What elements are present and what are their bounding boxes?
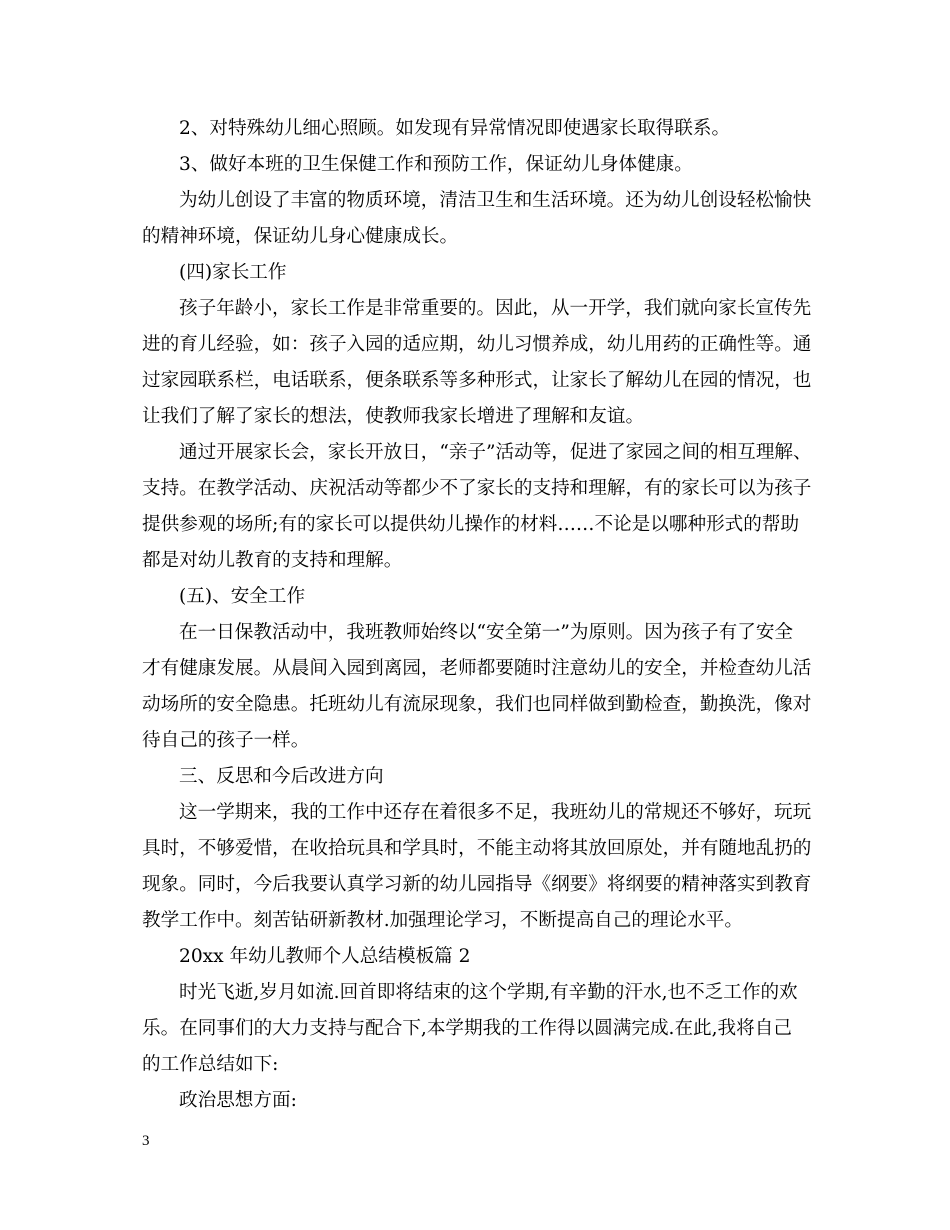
text-line: 具时，不够爱惜，在收拾玩具和学具时，不能主动将其放回原处，并有随地乱扔的	[142, 838, 812, 859]
text-line: 2、对特殊幼儿细心照顾。如发现有异常情况即使遇家长取得联系。	[179, 118, 731, 139]
text-line: 20xx 年幼儿教师个人总结模板篇 2	[179, 946, 471, 967]
text-line: 通过开展家长会，家长开放日，“亲子”活动等，促进了家园之间的相互理解、	[179, 442, 812, 463]
paragraph	[142, 291, 814, 435]
paragraph	[142, 111, 814, 147]
text-line: 现象。同时，今后我要认真学习新的幼儿园指导《纲要》将纲要的精神落实到教育	[142, 874, 812, 895]
text-line: 教学工作中。刻苦钻研新教材.加强理论学习，不断提高自己的理论水平。	[142, 910, 743, 931]
paragraph	[142, 975, 814, 1083]
paragraph	[142, 795, 814, 939]
text-line: 提供参观的场所;有的家长可以提供幼儿操作的材料……不论是以哪种形式的帮助	[142, 514, 800, 535]
text-line: 才有健康发展。从晨间入园到离园，老师都要随时注意幼儿的安全，并检查幼儿活	[142, 658, 812, 679]
paragraph	[142, 435, 814, 579]
paragraph	[142, 759, 814, 795]
text-line: 政治思想方面:	[179, 1090, 297, 1111]
document-body	[142, 111, 814, 1119]
text-line: 在一日保教活动中，我班教师始终以“安全第一”为原则。因为孩子有了安全	[179, 622, 794, 643]
text-line: 三、反思和今后改进方向	[179, 766, 384, 787]
text-line: 乐。在同事们的大力支持与配合下,本学期我的工作得以圆满完成.在此,我将自己	[142, 1018, 792, 1039]
paragraph	[142, 183, 814, 255]
paragraph	[142, 147, 814, 183]
text-line: (五)、安全工作	[179, 586, 306, 607]
page-number: 3	[142, 1133, 150, 1149]
text-line: 的精神环境，保证幼儿身心健康成长。	[142, 226, 459, 247]
paragraph	[142, 1083, 814, 1119]
text-line: 进的育儿经验，如：孩子入园的适应期，幼儿习惯养成，幼儿用药的正确性等。通	[142, 334, 812, 355]
text-line: 3、做好本班的卫生保健工作和预防工作，保证幼儿身体健康。	[179, 154, 693, 175]
text-line: 时光飞逝,岁月如流.回首即将结束的这个学期,有辛勤的汗水,也不乏工作的欢	[179, 982, 798, 1003]
text-line: 过家园联系栏，电话联系，便条联系等多种形式，让家长了解幼儿在园的情况，也	[142, 370, 812, 391]
text-line: 为幼儿创设了丰富的物质环境，清洁卫生和生活环境。还为幼儿创设轻松愉快	[179, 190, 812, 211]
text-line: (四)家长工作	[179, 262, 287, 283]
text-line: 待自己的孩子一样。	[142, 730, 310, 751]
text-line: 支持。在教学活动、庆祝活动等都少不了家长的支持和理解，有的家长可以为孩子	[142, 478, 812, 499]
paragraph	[142, 939, 814, 975]
paragraph	[142, 255, 814, 291]
text-line: 孩子年龄小，家长工作是非常重要的。因此，从一开学，我们就向家长宣传先	[179, 298, 812, 319]
paragraph	[142, 579, 814, 615]
text-line: 都是对幼儿教育的支持和理解。	[142, 550, 403, 571]
text-line: 动场所的安全隐患。托班幼儿有流尿现象，我们也同样做到勤检查，勤换洗，像对	[142, 694, 812, 715]
text-line: 的工作总结如下:	[142, 1054, 279, 1075]
paragraph	[142, 615, 814, 759]
text-line: 这一学期来，我的工作中还存在着很多不足，我班幼儿的常规还不够好，玩玩	[179, 802, 812, 823]
text-line: 让我们了解了家长的想法，使教师我家长增进了理解和友谊。	[142, 406, 645, 427]
